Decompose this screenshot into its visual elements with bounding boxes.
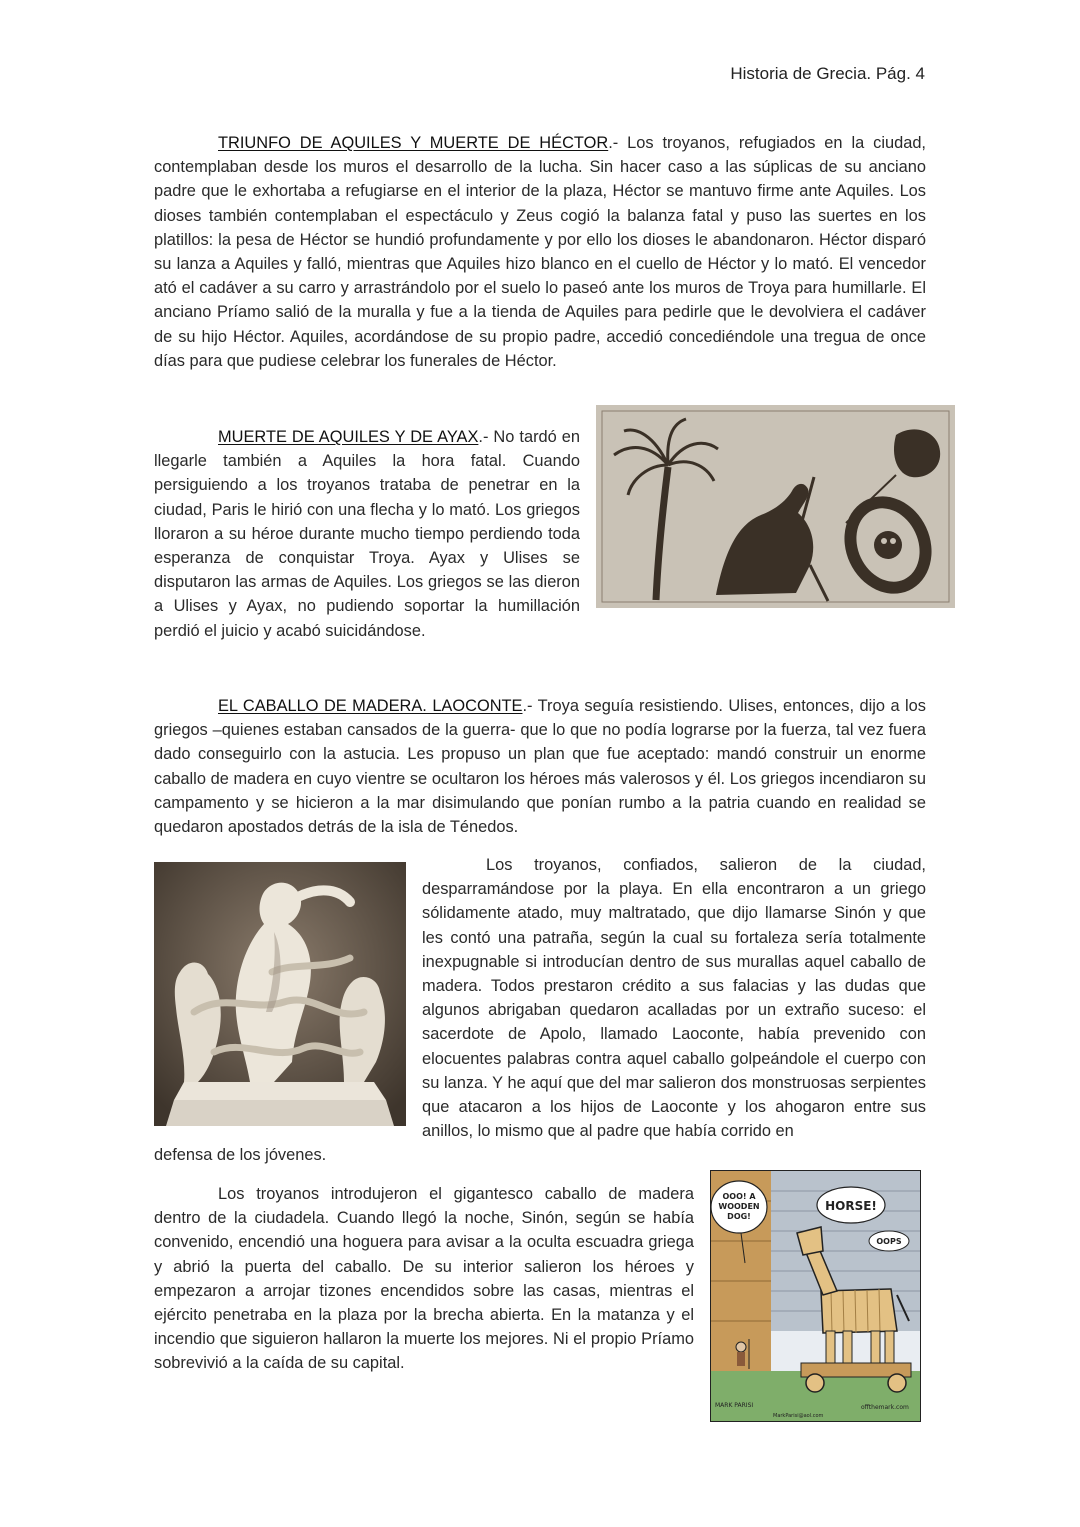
- paragraph-final: [154, 1182, 694, 1376]
- paragraph-triunfo: [154, 131, 926, 373]
- svg-text:MarkParisi@aol.com: MarkParisi@aol.com: [773, 1413, 824, 1419]
- paragraph-troyanos-tail: [154, 1143, 554, 1167]
- paragraph-muerte-aquiles: [154, 425, 580, 643]
- section-body-triunfo: .- Los troyanos, refugiados en la ciudad, contemplaban desde los muros el desarrollo de la lucha. Sin hacer caso a las súplicas de su anciano padre que le exhortaba a refugiarse en el interior de la plaza, Héctor se mantuvo firme ante Aquiles. Los dioses también contemplaban el espectáculo y Zeus cogió la balanza fatal y puso las suertes en los platillos: la pesa de Héctor se hundió profundamente y por ello los dioses le abandonaron. Héctor disparó su lanza a Aquiles y falló, mientras que Aquiles hizo blanco en el cuello de Héctor y lo mató. El vencedor ató el cadáver a su carro y arrastrándolo por el suelo lo paseó ante los muros de Troya para humillarle. El anciano Príamo salió de la muralla y fue a la tienda de Aquiles para pedirle que le devolviera el cadáver de su hijo Héctor. Aquiles, acordándose de su propio padre, accedió concediéndole una tregua de once días para que pudiese celebrar los funerales de Héctor.: [154, 134, 926, 370]
- paragraph-caballo: [154, 694, 926, 839]
- section-body-final: Los troyanos introdujeron el gigantesco caballo de madera dentro de la ciudadela. Cuando llegó la noche, Sinón, según se había convenido, encendió una hoguera para avisar a la oculta escuadra griega y abrió la puerta del caballo. De su interior salieron los héroes y empezaron a arrojar tizones encendidos sobre las casas, mientras el ejército penetraba en la plaza por la brecha abierta. En la matanza y el incendio que siguieron hallaron la muerte los mejores. Ni el propio Príamo sobrevivió a la caída de su capital.: [154, 1185, 694, 1373]
- section-heading-muerte-aquiles: MUERTE DE AQUILES Y DE AYAX: [218, 428, 479, 446]
- trojan-horse-comic-icon: [711, 1171, 920, 1421]
- section-heading-caballo: EL CABALLO DE MADERA. LAOCONTE: [218, 697, 523, 715]
- svg-text:MARK PARISI: MARK PARISI: [715, 1402, 754, 1409]
- section-body-troyanos: Los troyanos, confiados, salieron de la ciudad, desparramándose por la playa. En ella encontraron a un griego sólidamente atado, muy maltratado, que dijo llamarse Sinón y que les contó una patraña, según la cual su fortaleza sería totalmente inexpugnable si introducían dentro de sus murallas aquel caballo de madera. Todos prestaron crédito a sus falacias y las dudas que algunos abrigaban quedaron acalladas por un extraño suceso: el sacerdote de Apolo, llamado Laoconte, había prevenido con elocuentes palabras contra aquel caballo golpeándole el cuerpo con su lanza. Y he aquí que del mar salieron dos monstruosas serpientes que atacaron a los hijos de Laoconte y los ahogaron entre sus anillos, lo mismo que al padre que había corrido en: [422, 856, 926, 1141]
- section-heading-triunfo: TRIUNFO DE AQUILES Y MUERTE DE HÉCTOR: [218, 134, 609, 152]
- svg-text:DOG!: DOG!: [727, 1212, 751, 1221]
- svg-text:HORSE!: HORSE!: [825, 1199, 877, 1213]
- comic-figure: [710, 1170, 921, 1422]
- paragraph-troyanos: [422, 853, 926, 1143]
- statue-figure: [154, 862, 406, 1126]
- vase-painting-icon: [596, 405, 955, 608]
- page-header: [730, 64, 925, 84]
- svg-text:OOPS: OOPS: [876, 1237, 902, 1246]
- svg-text:WOODEN: WOODEN: [718, 1202, 760, 1211]
- laocoon-statue-icon: [154, 862, 406, 1126]
- section-body-caballo: .- Troya seguía resistiendo. Ulises, entonces, dijo a los griegos –quienes estaban cansados de la guerra- que lo que no podía lograrse por la fuerza, tal vez fuera dado conseguirlo con la astucia. Les propuso un plan que fue aceptado: mandó construir un enorme caballo de madera en cuyo vientre se ocultaron los héroes más valerosos y él. Los griegos incendiaron su campamento y se hicieron a la mar disimulando que ponían rumbo a la patria cuando en realidad se quedaron apostados detrás de la isla de Ténedos.: [154, 697, 926, 837]
- running-title: Historia de Grecia. Pág. 4: [730, 64, 925, 83]
- section-tail-troyanos: defensa de los jóvenes.: [154, 1146, 327, 1164]
- svg-text:offthemark.com: offthemark.com: [861, 1404, 909, 1411]
- svg-text:OOO! A: OOO! A: [722, 1192, 756, 1201]
- section-body-muerte-aquiles: .- No tardó en llegarle también a Aquiles la hora fatal. Cuando persiguiendo a los troyanos trataba de penetrar en la ciudad, Paris le hirió con una flecha y lo mató. Los griegos lloraron a su héroe durante mucho tiempo perdiendo toda esperanza de conquistar Troya. Ayax y Ulises se disputaron las armas de Aquiles. Los griegos se las dieron a Ulises y Ayax, no pudiendo soportar la humillación perdió el juicio y acabó suicidándose.: [154, 428, 581, 640]
- vase-painting-figure: [596, 405, 955, 608]
